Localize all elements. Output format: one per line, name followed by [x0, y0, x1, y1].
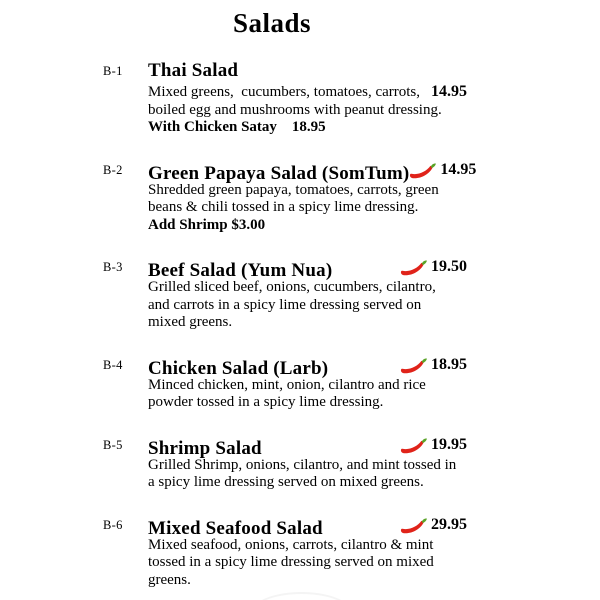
item-price: 19.95 — [431, 435, 467, 453]
item-code: B-6 — [103, 517, 123, 532]
item-body — [148, 255, 467, 332]
item-description-line: tossed in a spicy lime dressing served on mixed — [148, 554, 434, 570]
menu-item-b5 — [103, 433, 467, 492]
item-description-line: greens. — [148, 571, 191, 588]
item-name: Thai Salad — [148, 60, 239, 81]
menu-item-b4 — [103, 353, 467, 412]
item-price: 14.95 — [440, 160, 477, 178]
menu-item-b3 — [103, 255, 467, 332]
item-name: Green Papaya Salad (SomTum) — [148, 162, 410, 184]
item-price: 19.50 — [431, 258, 467, 275]
item-body — [148, 158, 476, 235]
page-title: Salads — [232, 8, 312, 38]
item-body — [148, 353, 467, 412]
item-name: Shrimp Salad — [148, 437, 262, 459]
chili-pepper-icon — [400, 260, 428, 278]
item-title-row — [148, 158, 476, 182]
item-title-row — [148, 353, 467, 377]
item-price-group — [409, 158, 476, 182]
item-description-line: a spicy lime dressing served on mixed greens. — [148, 474, 424, 490]
chili-pepper-icon — [409, 163, 437, 181]
item-description-line: Shredded green papaya, tomatoes, carrots, green — [148, 181, 439, 198]
item-option-line: With Chicken Satay 18.95 — [148, 119, 326, 135]
item-body — [148, 513, 467, 590]
item-title-row — [148, 59, 467, 83]
item-code: B-1 — [103, 64, 123, 78]
item-description-line — [148, 83, 467, 102]
item-name: Beef Salad (Yum Nua) — [148, 260, 333, 281]
item-description-text: Mixed greens, cucumbers, tomatoes, carrots, — [148, 84, 420, 100]
item-code: B-4 — [103, 357, 123, 372]
item-description-line: Minced chicken, mint, onion, cilantro and rice — [148, 376, 426, 393]
menu-item-b6 — [103, 513, 467, 590]
item-price-group — [400, 255, 467, 279]
item-price: 18.95 — [431, 355, 467, 373]
item-title-row — [148, 433, 467, 457]
menu-content — [103, 8, 477, 600]
item-code: B-5 — [103, 437, 123, 452]
item-option-line: Add Shrimp $3.00 — [148, 216, 266, 233]
item-description-line: Grilled Shrimp, onions, cilantro, and mint tossed in — [148, 456, 457, 473]
chili-pepper-icon — [400, 518, 428, 536]
item-description-line: Grilled sliced beef, onions, cucumbers, cilantro, — [148, 279, 436, 295]
item-price-group — [400, 513, 467, 537]
item-description-line: boiled egg and mushrooms with peanut dressing. — [148, 101, 442, 118]
item-description-line: Mixed seafood, onions, carrots, cilantro & mint — [148, 536, 434, 553]
menu-item-b1 — [103, 59, 467, 137]
item-code: B-3 — [103, 260, 123, 274]
item-name: Chicken Salad (Larb) — [148, 357, 329, 379]
item-description-line: mixed greens. — [148, 314, 233, 330]
item-title-row — [148, 513, 467, 537]
item-description-line: powder tossed in a spicy lime dressing. — [148, 394, 384, 410]
item-title-row — [148, 255, 467, 279]
item-price: 29.95 — [431, 515, 467, 533]
item-description-line: and carrots in a spicy lime dressing served on — [148, 296, 422, 313]
item-name: Mixed Seafood Salad — [148, 517, 323, 539]
item-price-group — [400, 433, 467, 457]
menu-item-b2 — [103, 158, 477, 235]
item-price-group — [400, 353, 467, 377]
item-code: B-2 — [103, 162, 123, 177]
item-body — [148, 433, 467, 492]
chili-pepper-icon — [400, 438, 428, 456]
item-description-line: beans & chili tossed in a spicy lime dressing. — [148, 199, 419, 215]
chili-pepper-icon — [400, 358, 428, 376]
item-body — [148, 59, 467, 137]
item-price: 14.95 — [431, 83, 467, 100]
